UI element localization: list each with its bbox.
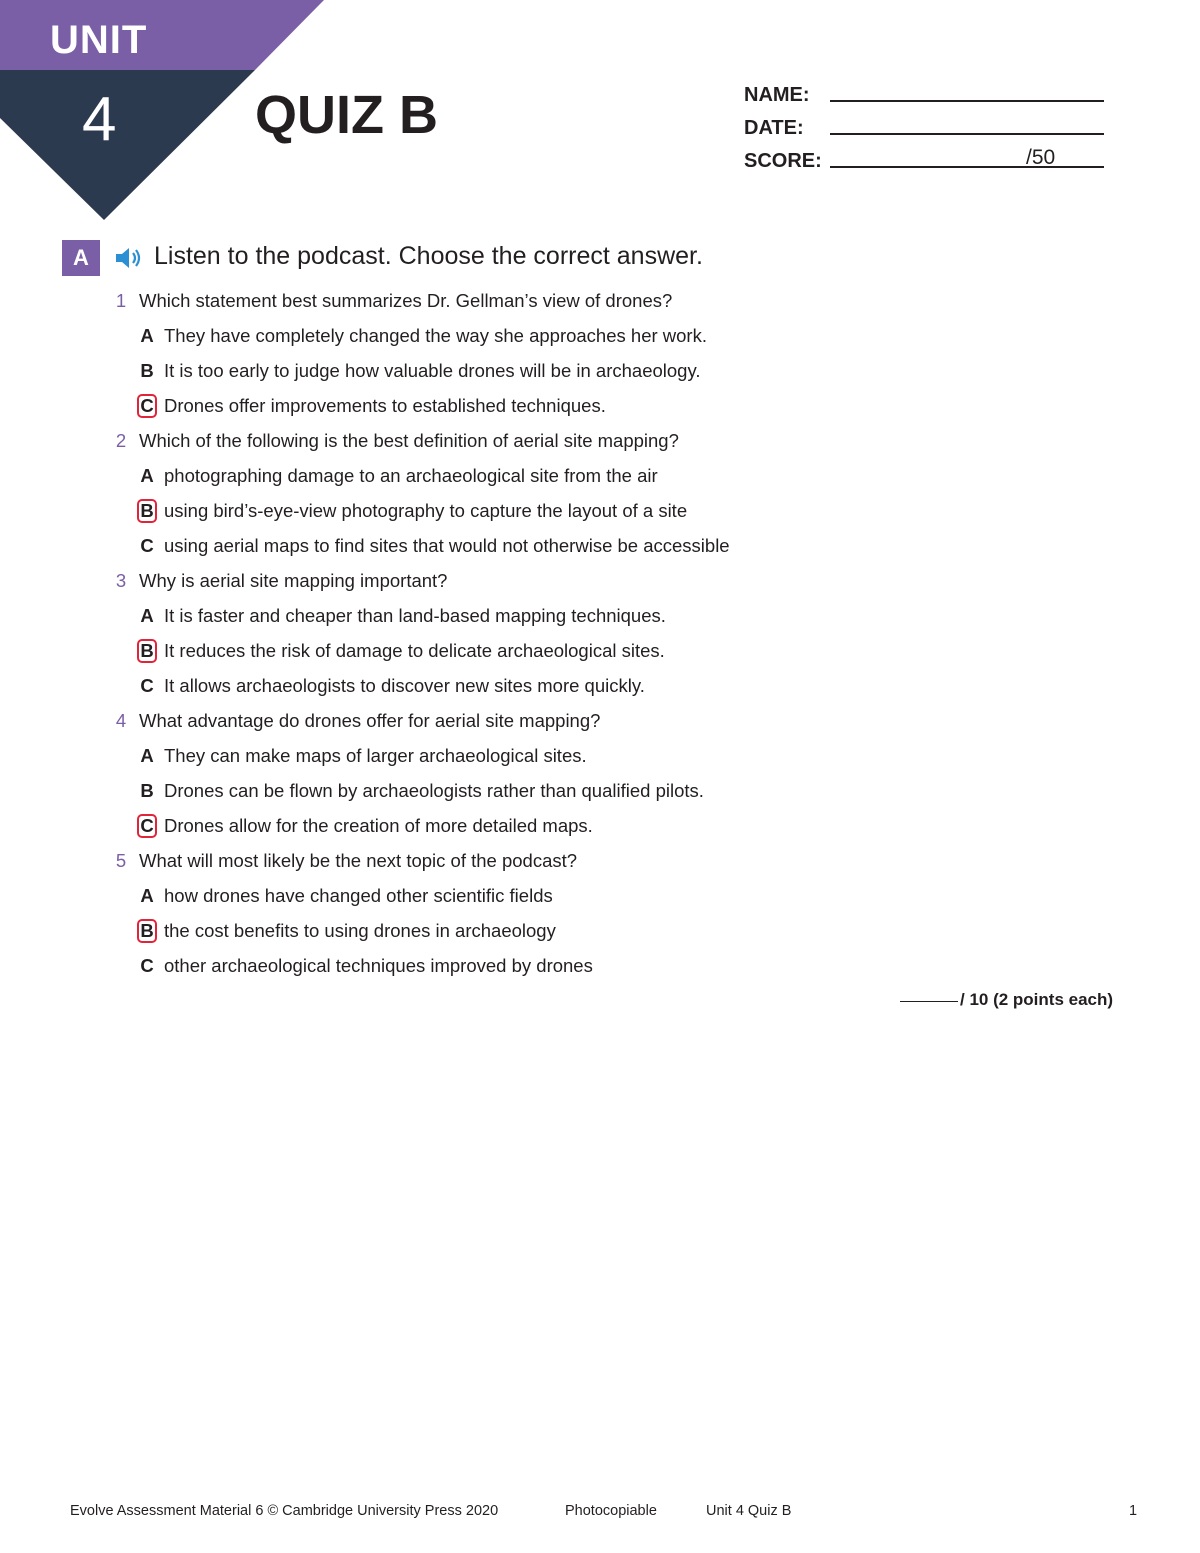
section-letter-badge: A bbox=[62, 240, 100, 276]
question-number: 3 bbox=[115, 570, 127, 591]
answer-text: Drones allow for the creation of more detailed maps. bbox=[164, 815, 593, 836]
score-row bbox=[744, 146, 1104, 183]
answer-option[interactable] bbox=[112, 636, 832, 671]
answer-letter[interactable]: A bbox=[140, 885, 154, 906]
section-header bbox=[62, 240, 822, 276]
question-stem bbox=[112, 426, 832, 461]
answer-text: using bird’s-eye-view photography to capture the layout of a site bbox=[164, 500, 688, 521]
section-instruction: Listen to the podcast. Choose the correct answer. bbox=[154, 242, 703, 270]
answer-option[interactable] bbox=[112, 741, 832, 776]
answer-option[interactable] bbox=[112, 811, 832, 846]
question-number: 4 bbox=[115, 710, 127, 731]
speaker-icon[interactable] bbox=[114, 246, 144, 270]
question-text: Which of the following is the best definition of aerial site mapping? bbox=[139, 430, 679, 451]
footer-copyright: Evolve Assessment Material 6 © Cambridge University Press 2020 bbox=[70, 1503, 499, 1519]
question-4 bbox=[112, 706, 832, 846]
answer-text: using aerial maps to find sites that would not otherwise be accessible bbox=[164, 535, 730, 556]
page-title: QUIZ B bbox=[255, 85, 438, 145]
footer-photocopiable: Photocopiable bbox=[565, 1503, 657, 1519]
question-stem bbox=[112, 566, 832, 601]
selected-answer-letter[interactable]: B bbox=[137, 499, 157, 523]
answer-text: how drones have changed other scientific fields bbox=[164, 885, 553, 906]
section-score-text: / 10 (2 points each) bbox=[960, 990, 1114, 1009]
answer-text: other archaeological techniques improved by drones bbox=[164, 955, 593, 976]
answer-text: Drones offer improvements to established techniques. bbox=[164, 395, 606, 416]
answer-option[interactable] bbox=[112, 461, 832, 496]
answer-letter[interactable]: A bbox=[140, 465, 154, 486]
section-score-blank[interactable] bbox=[900, 1001, 958, 1002]
footer-page-number: 1 bbox=[1129, 1503, 1138, 1519]
question-stem bbox=[112, 286, 832, 321]
answer-option[interactable] bbox=[112, 601, 832, 636]
question-3 bbox=[112, 566, 832, 706]
selected-answer-letter[interactable]: B bbox=[137, 919, 157, 943]
answer-text: They can make maps of larger archaeological sites. bbox=[164, 745, 587, 766]
answer-text: It reduces the risk of damage to delicate archaeological sites. bbox=[164, 640, 665, 661]
answer-letter[interactable]: B bbox=[140, 780, 154, 801]
score-label: SCORE: bbox=[744, 150, 822, 172]
answer-text: It is too early to judge how valuable drones will be in archaeology. bbox=[164, 360, 701, 381]
unit-label: UNIT bbox=[50, 18, 148, 62]
selected-answer-letter[interactable]: C bbox=[137, 814, 157, 838]
answer-letter[interactable]: A bbox=[140, 605, 154, 626]
name-label: NAME: bbox=[744, 84, 810, 106]
answer-option[interactable] bbox=[112, 776, 832, 811]
question-1 bbox=[112, 286, 832, 426]
question-stem bbox=[112, 706, 832, 741]
question-text: Why is aerial site mapping important? bbox=[139, 570, 448, 591]
question-list bbox=[112, 286, 832, 986]
answer-text: It is faster and cheaper than land-based mapping techniques. bbox=[164, 605, 666, 626]
answer-option[interactable] bbox=[112, 356, 832, 391]
question-text: What advantage do drones offer for aerial site mapping? bbox=[139, 710, 601, 731]
answer-option[interactable] bbox=[112, 951, 832, 986]
answer-option[interactable] bbox=[112, 881, 832, 916]
question-5 bbox=[112, 846, 832, 986]
answer-text: photographing damage to an archaeological site from the air bbox=[164, 465, 658, 486]
footer-quiz-ref: Unit 4 Quiz B bbox=[706, 1503, 792, 1519]
answer-option[interactable] bbox=[112, 531, 832, 566]
answer-option[interactable] bbox=[112, 496, 832, 531]
answer-text: It allows archaeologists to discover new sites more quickly. bbox=[164, 675, 645, 696]
answer-option[interactable] bbox=[112, 671, 832, 706]
answer-letter[interactable]: A bbox=[140, 745, 154, 766]
score-field[interactable] bbox=[830, 166, 1104, 168]
question-number: 2 bbox=[115, 430, 127, 451]
answer-text: Drones can be flown by archaeologists rather than qualified pilots. bbox=[164, 780, 704, 801]
date-field[interactable] bbox=[830, 133, 1104, 135]
question-text: What will most likely be the next topic of the podcast? bbox=[139, 850, 578, 871]
student-info-block bbox=[744, 84, 1104, 183]
answer-letter[interactable]: C bbox=[140, 535, 154, 556]
selected-answer-letter[interactable]: B bbox=[137, 639, 157, 663]
answer-option[interactable] bbox=[112, 916, 832, 951]
banner-purple-band bbox=[0, 0, 324, 70]
question-2 bbox=[112, 426, 832, 566]
answer-letter[interactable]: C bbox=[140, 675, 154, 696]
section-score bbox=[900, 990, 1113, 1010]
question-stem bbox=[112, 846, 832, 881]
answer-option[interactable] bbox=[112, 321, 832, 356]
question-number: 1 bbox=[115, 290, 127, 311]
answer-option[interactable] bbox=[112, 391, 832, 426]
date-label: DATE: bbox=[744, 117, 804, 139]
answer-text: the cost benefits to using drones in archaeology bbox=[164, 920, 556, 941]
unit-number: 4 bbox=[82, 85, 117, 154]
question-text: Which statement best summarizes Dr. Gellman’s view of drones? bbox=[139, 290, 673, 311]
score-max: /50 bbox=[1026, 146, 1056, 169]
answer-letter[interactable]: A bbox=[140, 325, 154, 346]
answer-letter[interactable]: C bbox=[140, 955, 154, 976]
banner-navy-triangle bbox=[0, 70, 255, 220]
answer-letter[interactable]: B bbox=[140, 360, 154, 381]
name-field[interactable] bbox=[830, 100, 1104, 102]
name-row bbox=[744, 84, 1104, 117]
selected-answer-letter[interactable]: C bbox=[137, 394, 157, 418]
answer-text: They have completely changed the way she approaches her work. bbox=[164, 325, 707, 346]
question-number: 5 bbox=[115, 850, 127, 871]
